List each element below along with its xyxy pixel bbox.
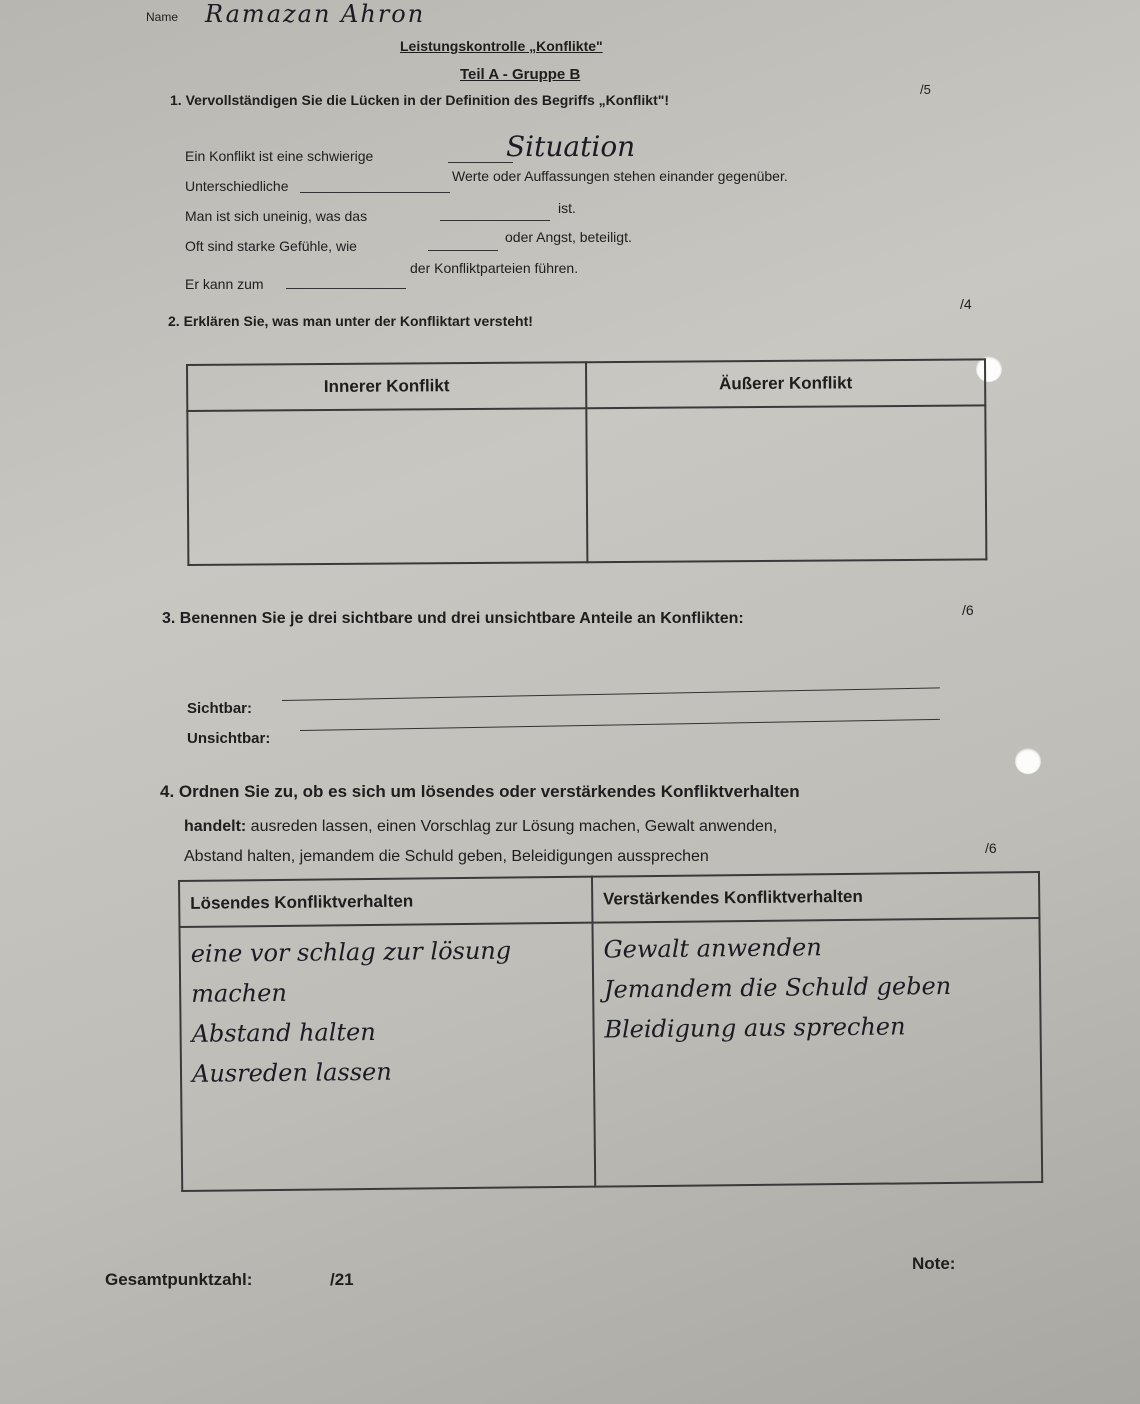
name-label: Name [146, 10, 179, 24]
q4-prompt-line3: Abstand halten, jemandem die Schuld geben, Beleidigungen aussprechen [184, 848, 709, 865]
q1-line3-text: Man ist sich uneinig, was das [185, 208, 368, 224]
name-value: Ramazan Ahron [205, 0, 426, 28]
q4-prompt-items: ausreden lassen, einen Vorschlag zur Lösung machen, Gewalt anwenden, [250, 818, 778, 835]
q4-header-solving: Lösendes Konfliktverhalten [179, 877, 592, 927]
grade-label: Note: [912, 1254, 956, 1273]
q2-table [186, 358, 987, 566]
q1-line5-blank[interactable] [286, 288, 406, 289]
q1-line1-text: Ein Konflikt ist eine schwierige [185, 148, 374, 164]
q2-prompt: 2. Erklären Sie, was man unter der Konfliktart versteht! [168, 313, 533, 329]
q2-cell-inner[interactable] [187, 408, 587, 565]
q1-line4-blank[interactable] [428, 250, 498, 251]
total-label: Gesamtpunktzahl: [105, 1270, 253, 1289]
q3-prompt: 3. Benennen Sie je drei sichtbare und drei unsichtbare Anteile an Konflikten: [162, 610, 744, 627]
q4-prompt-line1: 4. Ordnen Sie zu, ob es sich um lösendes oder verstärkendes Konfliktverhalten [160, 782, 800, 801]
q3-visible-line[interactable] [282, 687, 940, 701]
punch-hole-bottom [1015, 748, 1041, 774]
q1-line2-text: Unterschiedliche [185, 178, 289, 194]
q4-solving-answer-2: Abstand halten [191, 1017, 376, 1048]
q3-points: /6 [962, 602, 974, 618]
q1-line3-after: ist. [558, 200, 576, 216]
q4-cell-solving[interactable] [179, 923, 595, 1191]
q1-line4-after: oder Angst, beteiligt. [505, 229, 632, 245]
total-value: /21 [330, 1270, 354, 1289]
q4-points: /6 [985, 840, 997, 856]
q4-solving-answer-1: eine vor schlag zur lösung machen [190, 936, 512, 1008]
page-subtitle: Teil A - Gruppe B [460, 66, 581, 83]
q4-escalating-answer-3: Bleidigung aus sprechen [604, 1012, 906, 1044]
q3-invisible-line[interactable] [300, 719, 940, 731]
q2-header-outer: Äußerer Konflikt [586, 359, 985, 408]
q1-line5-after: der Konfliktparteien führen. [410, 260, 579, 276]
q1-line2-blank[interactable] [300, 192, 450, 193]
q1-line1-answer: Situation [506, 130, 636, 163]
q1-points: /5 [920, 82, 931, 97]
q2-header-inner: Innerer Konflikt [187, 362, 586, 411]
q4-header-escalating: Verstärkendes Konfliktverhalten [592, 872, 1040, 923]
q2-cell-outer[interactable] [586, 405, 986, 562]
q1-line5-text: Er kann zum [185, 276, 264, 292]
q4-escalating-answer-2: Jemandem die Schuld geben [603, 971, 952, 1004]
q4-table [178, 871, 1043, 1192]
q2-points: /4 [960, 296, 972, 312]
q4-escalating-answer-1: Gewalt anwenden [603, 933, 822, 964]
q1-line2-after: Werte oder Auffassungen stehen einander gegenüber. [452, 168, 788, 184]
q4-solving-answer-3: Ausreden lassen [191, 1057, 392, 1088]
q1-line4-text: Oft sind starke Gefühle, wie [185, 238, 357, 254]
q1-line3-blank[interactable] [440, 220, 550, 221]
q3-label-visible: Sichtbar: [187, 700, 253, 717]
q3-label-invisible: Unsichtbar: [187, 730, 271, 747]
q4-prompt-handelt: handelt: [184, 818, 247, 835]
q4-cell-escalating[interactable] [592, 918, 1042, 1187]
page-title: Leistungskontrolle „Konflikte" [400, 38, 603, 54]
q1-prompt: 1. Vervollständigen Sie die Lücken in der Definition des Begriffs „Konflikt"! [170, 92, 670, 108]
q4-prompt-line2 [184, 818, 777, 836]
q1-line1-blank[interactable] [448, 162, 513, 163]
